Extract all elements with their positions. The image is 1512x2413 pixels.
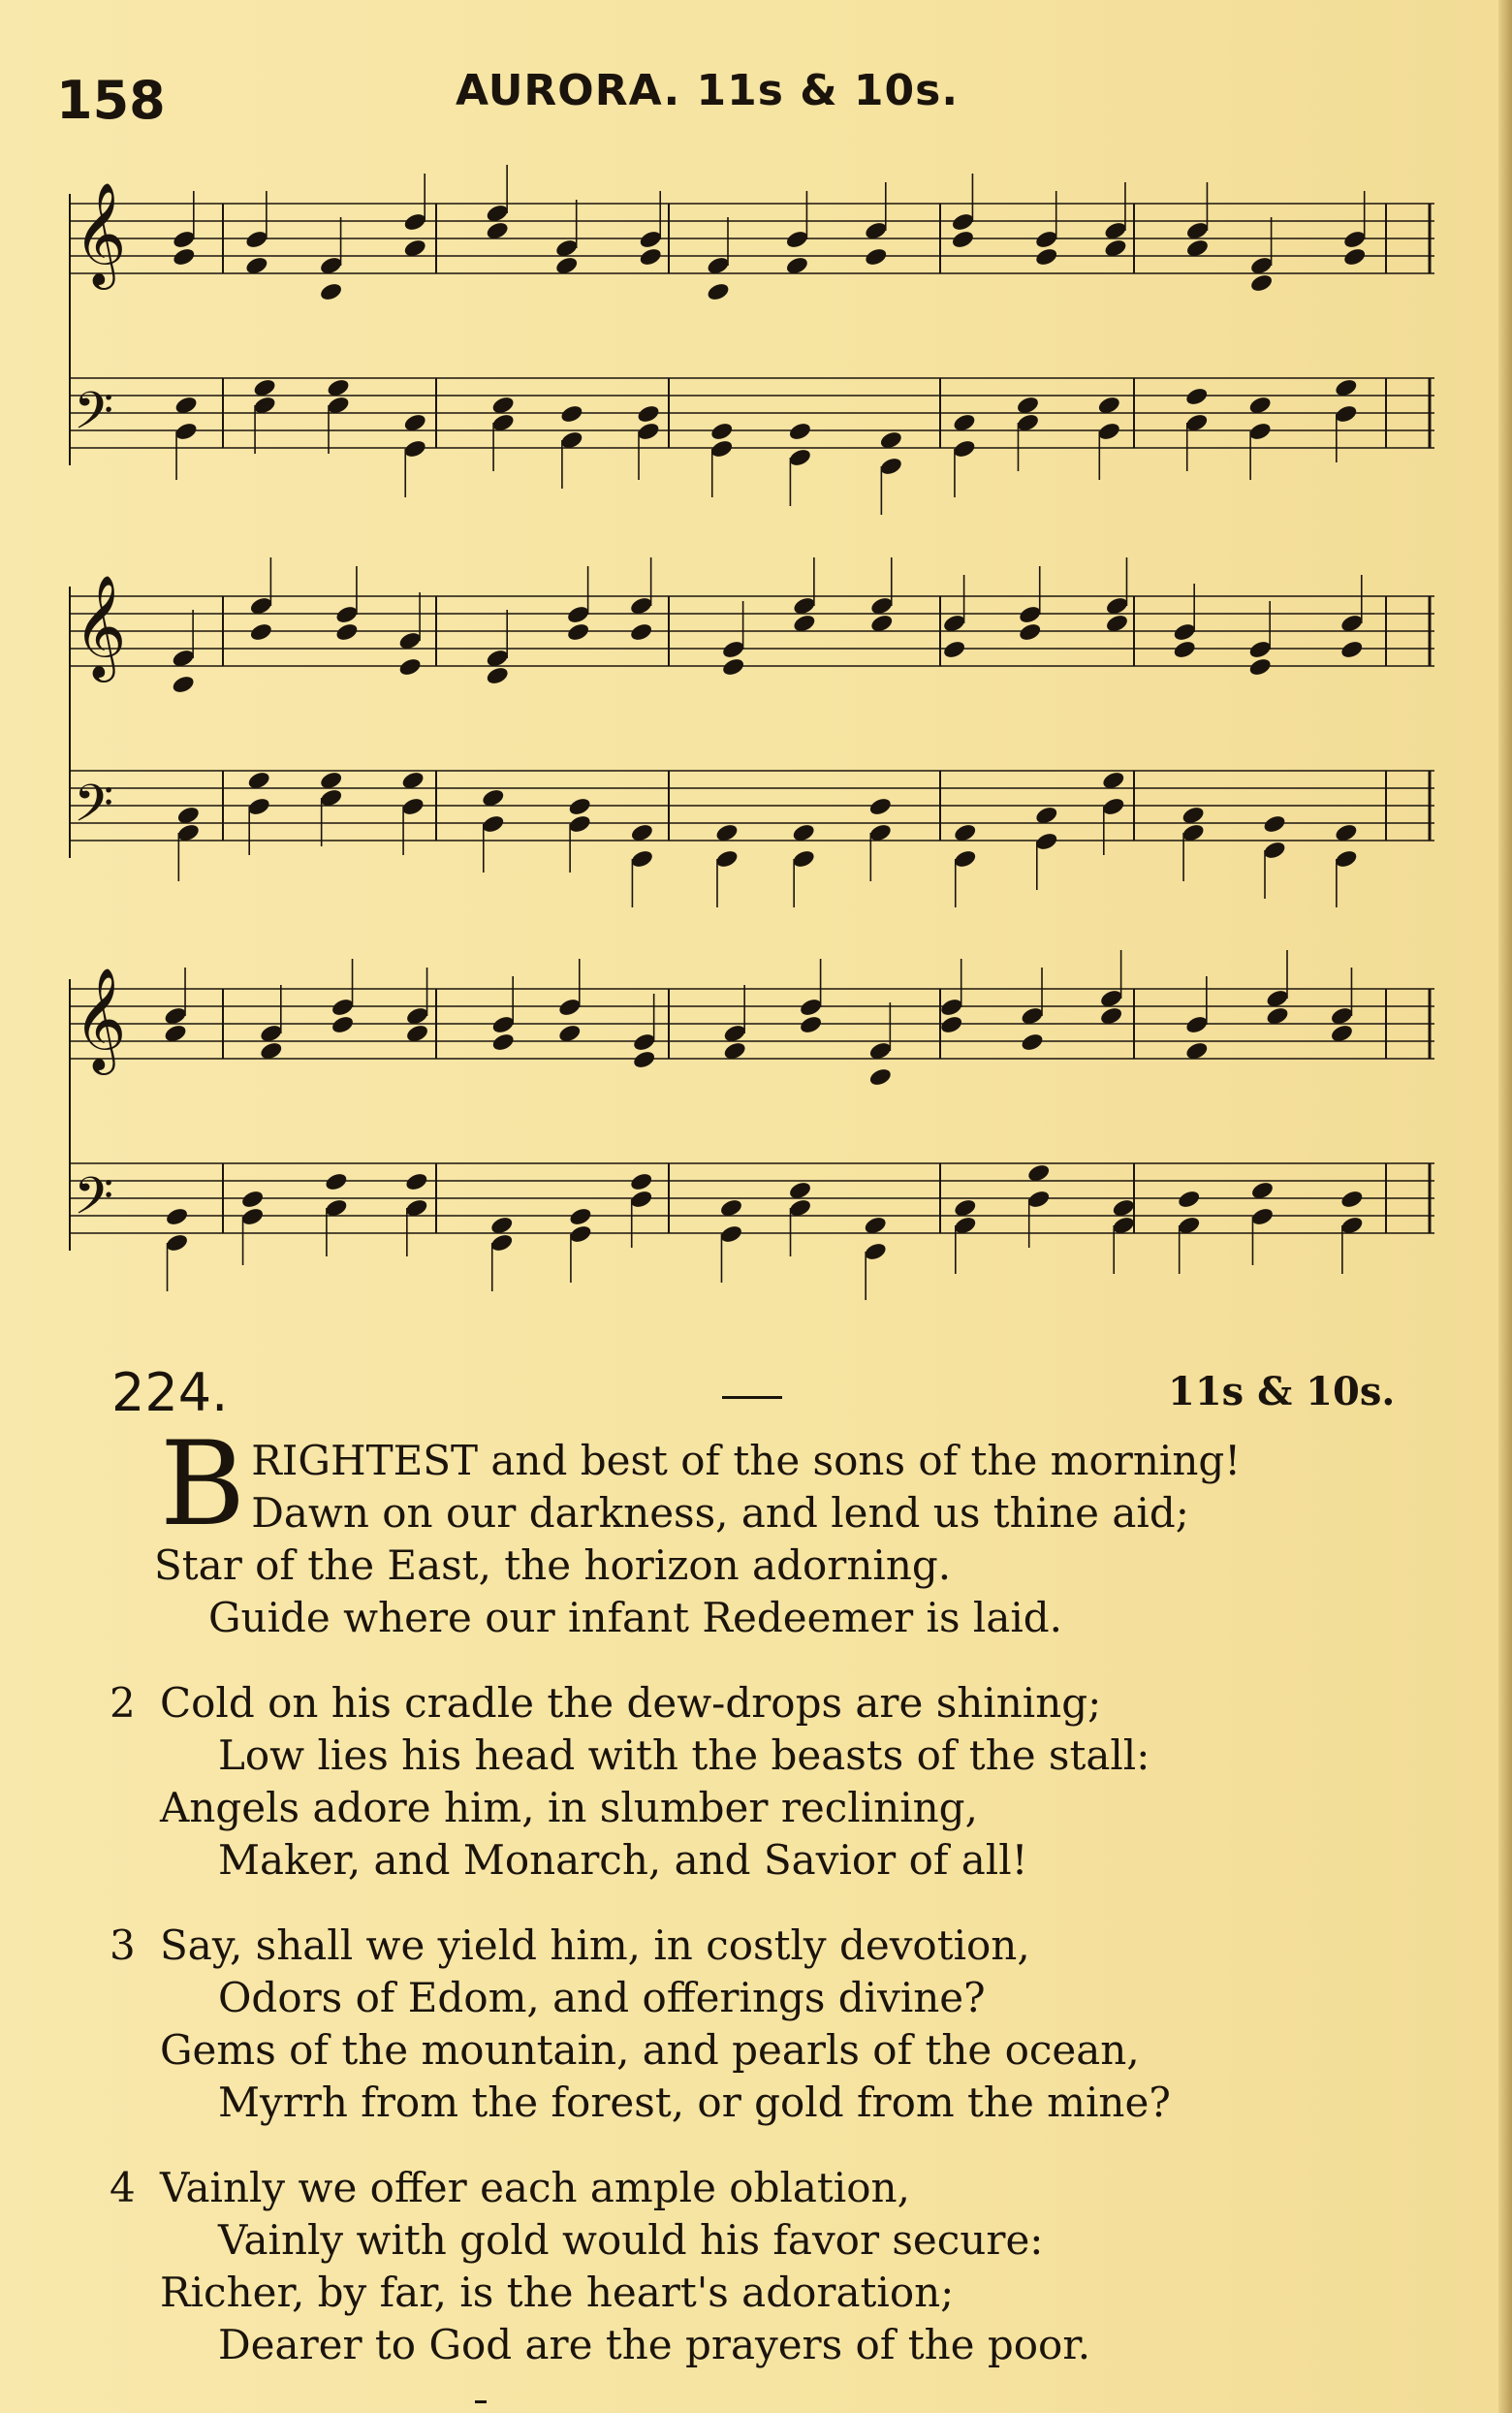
- note-head: [559, 403, 584, 425]
- note-head: [1247, 656, 1273, 678]
- note-head: [1342, 246, 1368, 268]
- note-head: [636, 421, 661, 442]
- note-head: [951, 211, 976, 233]
- note-head: [863, 1241, 888, 1262]
- note-head: [636, 403, 661, 425]
- note-head: [719, 1223, 744, 1245]
- note-head: [709, 438, 735, 460]
- note-head: [244, 229, 269, 250]
- stanza-number: 3: [110, 1921, 136, 1969]
- note-head: [485, 665, 510, 686]
- note-head: [319, 281, 344, 302]
- verse-line: Myrrh from the forest, or gold from the mine?: [218, 2079, 1171, 2126]
- note-head: [566, 621, 591, 643]
- bass-clef-icon: 𝄢: [74, 382, 114, 454]
- note-head: [400, 796, 425, 817]
- note-head: [1034, 246, 1059, 268]
- verse-line: Cold on his cradle the dew-drops are shining;: [160, 1679, 1102, 1727]
- note-head: [1026, 1189, 1052, 1210]
- verse-line: Dearer to God are the prayers of the poor.: [218, 2321, 1091, 2368]
- hymn-number: 224.: [111, 1362, 229, 1423]
- note-head: [172, 246, 197, 268]
- note-head: [248, 621, 273, 643]
- note-head: [172, 229, 197, 250]
- note-head: [1262, 813, 1287, 835]
- page-edge: [1498, 0, 1512, 2413]
- music-score: [48, 165, 1444, 1328]
- stanza-3: [110, 1920, 1449, 2129]
- note-head: [799, 1014, 824, 1035]
- note-head: [629, 1171, 654, 1192]
- note-head: [706, 281, 731, 302]
- note-head: [632, 1032, 657, 1053]
- note-head: [1250, 1206, 1276, 1227]
- note-head: [481, 813, 506, 835]
- note-head: [867, 796, 893, 817]
- note-head: [1172, 621, 1197, 643]
- verse-line: Angels adore him, in slumber reclining,: [160, 1784, 978, 1831]
- note-head: [714, 848, 740, 870]
- note-head: [240, 1206, 266, 1227]
- note-head: [173, 421, 199, 442]
- hymn-verses: [110, 1417, 1449, 2404]
- note-head: [1249, 272, 1275, 294]
- stanza-2: [110, 1677, 1449, 1887]
- note-head: [638, 229, 663, 250]
- footer-mark: [475, 2400, 487, 2403]
- title-dash: [722, 1396, 782, 1399]
- note-head: [568, 1223, 593, 1245]
- note-head: [953, 848, 978, 870]
- verse-line: Vainly we offer each ample oblation,: [160, 2164, 910, 2211]
- note-head: [397, 656, 423, 678]
- note-head: [1018, 621, 1043, 643]
- note-head: [568, 1206, 593, 1227]
- note-head: [939, 1014, 964, 1035]
- note-head: [864, 246, 889, 268]
- note-head: [629, 1189, 654, 1210]
- verse-line: Dawn on our darkness, and lend us thine aid;: [251, 1489, 1189, 1537]
- note-head: [1247, 421, 1273, 442]
- treble-clef-icon: 𝄞: [74, 181, 127, 285]
- note-head: [629, 621, 654, 643]
- note-head: [246, 796, 271, 817]
- note-head: [1342, 229, 1368, 250]
- treble-clef-icon: 𝄞: [74, 574, 127, 678]
- note-head: [566, 604, 591, 625]
- note-head: [1184, 386, 1210, 407]
- note-head: [1334, 848, 1359, 870]
- note-head: [240, 1189, 266, 1210]
- note-head: [1339, 1189, 1365, 1210]
- note-head: [629, 848, 654, 870]
- note-head: [165, 1206, 190, 1227]
- page-header: [0, 60, 1512, 131]
- verse-line: RIGHTEST and best of the sons of the morning!: [251, 1437, 1242, 1484]
- note-head: [787, 447, 812, 468]
- note-head: [1339, 639, 1365, 660]
- verse-line: Odors of Edom, and offerings divine?: [218, 1974, 986, 2021]
- note-head: [1020, 1032, 1045, 1053]
- note-head: [402, 211, 427, 233]
- note-head: [557, 997, 583, 1018]
- note-head: [1247, 639, 1273, 660]
- verse-line: Richer, by far, is the heart's adoration;: [160, 2269, 955, 2316]
- note-head: [787, 421, 812, 442]
- note-head: [489, 1232, 515, 1254]
- note-head: [709, 421, 735, 442]
- tune-title: AURORA. 11s & 10s.: [456, 66, 960, 115]
- verse-line: Vainly with gold would his favor secure:: [218, 2216, 1044, 2264]
- verse-line: Star of the East, the horizon adorning.: [154, 1541, 952, 1589]
- note-head: [1018, 604, 1043, 625]
- note-head: [334, 604, 360, 625]
- note-head: [1262, 840, 1287, 861]
- drop-cap: B: [160, 1417, 246, 1552]
- note-head: [791, 848, 816, 870]
- bass-clef-icon: 𝄢: [74, 775, 114, 846]
- note-head: [490, 1014, 516, 1035]
- verse-line: Guide where our infant Redeemer is laid.: [208, 1594, 1063, 1641]
- note-head: [632, 1049, 657, 1070]
- stanza-1: [154, 1417, 1449, 1644]
- note-head: [721, 656, 746, 678]
- treble-clef-icon: 𝄞: [74, 967, 127, 1070]
- note-head: [1177, 1189, 1202, 1210]
- note-head: [1101, 796, 1126, 817]
- note-head: [324, 1171, 349, 1192]
- note-head: [952, 438, 977, 460]
- note-head: [867, 1066, 893, 1088]
- note-head: [567, 813, 592, 835]
- stanza-number: 4: [110, 2164, 136, 2211]
- note-head: [784, 229, 809, 250]
- note-head: [1334, 403, 1359, 425]
- note-head: [334, 621, 360, 643]
- note-head: [165, 1232, 190, 1254]
- note-head: [331, 1014, 356, 1035]
- stanza-4: [110, 2162, 1449, 2371]
- note-head: [402, 438, 427, 460]
- note-head: [721, 639, 746, 660]
- note-head: [1172, 639, 1197, 660]
- note-head: [1096, 421, 1121, 442]
- note-head: [331, 997, 356, 1018]
- note-head: [638, 246, 663, 268]
- bass-clef-icon: 𝄢: [74, 1167, 114, 1239]
- note-head: [951, 229, 976, 250]
- hymn-meter: 11s & 10s.: [1168, 1369, 1396, 1414]
- verse-line: Say, shall we yield him, in costly devotion,: [160, 1921, 1030, 1969]
- stanza-number: 2: [110, 1679, 136, 1727]
- verse-line: Low lies his head with the beasts of the stall:: [218, 1731, 1150, 1779]
- note-head: [1034, 229, 1059, 250]
- note-head: [490, 1032, 516, 1053]
- note-head: [1184, 1014, 1210, 1035]
- note-head: [567, 796, 592, 817]
- page-number: 158: [56, 70, 166, 131]
- note-head: [171, 674, 196, 695]
- note-head: [878, 456, 903, 477]
- note-head: [799, 997, 824, 1018]
- note-head: [1034, 831, 1059, 852]
- note-head: [404, 1171, 429, 1192]
- note-head: [942, 639, 967, 660]
- verse-line: Maker, and Monarch, and Savior of all!: [218, 1836, 1028, 1884]
- note-head: [939, 997, 964, 1018]
- verse-line: Gems of the mountain, and pearls of the ocean,: [160, 2026, 1140, 2074]
